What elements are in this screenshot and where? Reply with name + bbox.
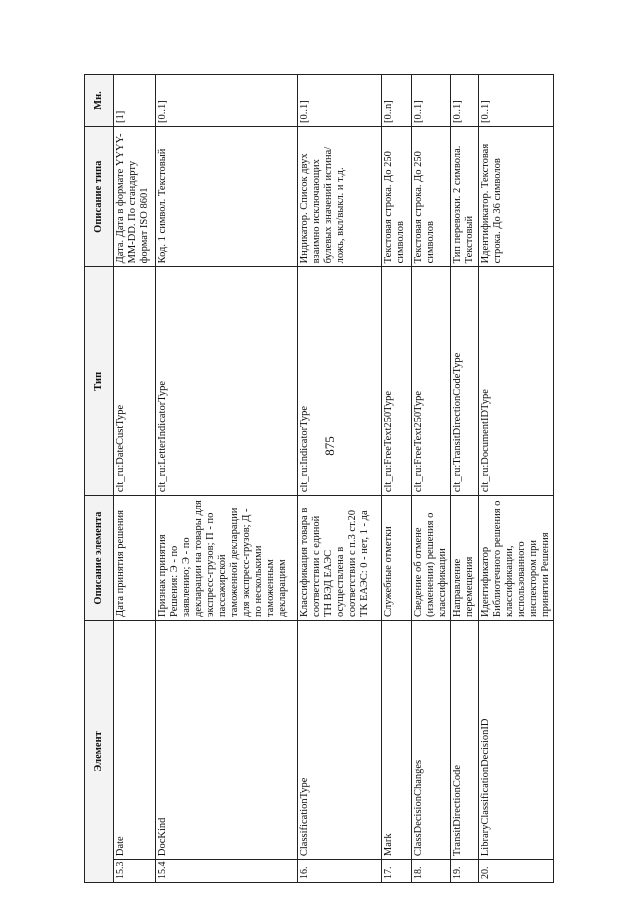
table-row — [412, 75, 451, 883]
type-description: Индикатор. Список двух взаимно исключающих булевых значений истина/ложь, вкл/выкл. и т.д. — [298, 127, 382, 267]
type-description: Текстовая строка. До 250 символов — [412, 127, 451, 267]
multiplicity: [0..1] — [451, 75, 479, 127]
type-description: Тип перевозки. 2 символа. Текстовый — [451, 127, 479, 267]
multiplicity: [0..1] — [479, 75, 554, 127]
element-description: Служебные отметки — [382, 496, 412, 621]
element-name: ClassDecisionChanges — [412, 620, 451, 859]
element-description: Идентификатор Библиотечного решения о классификации, использованного инспектором при принятии Решения — [479, 496, 554, 621]
row-number: 19. — [451, 860, 479, 883]
element-name: ClassificationType — [298, 620, 382, 859]
element-type: clt_ru:FreeText250Type — [412, 267, 451, 496]
table-row — [479, 75, 554, 883]
table-row — [298, 75, 382, 883]
element-type: clt_ru:DateCustType — [114, 267, 156, 496]
header-type: Тип — [85, 267, 114, 496]
type-description: Текстовая строка. До 250 символов — [382, 127, 412, 267]
rotated-table-container — [84, 74, 551, 883]
element-type: clt_ru:IndicatorType — [298, 267, 382, 496]
table-row — [114, 75, 156, 883]
row-number: 18. — [412, 860, 451, 883]
element-name: Date — [114, 620, 156, 859]
element-name: Mark — [382, 620, 412, 859]
multiplicity: [0..1] — [298, 75, 382, 127]
element-description: Сведение об отмене (изменении) решения о классификации — [412, 496, 451, 621]
header-multiplicity: Мн. — [85, 75, 114, 127]
specification-table — [84, 74, 554, 883]
element-name: LibraryClassificationDecisionID — [479, 620, 554, 859]
multiplicity: [1] — [114, 75, 156, 127]
header-type-description: Описание типа — [85, 127, 114, 267]
element-type: clt_ru:TransitDirectionCodeType — [451, 267, 479, 496]
type-description: Код. 1 символ. Текстовый — [156, 127, 298, 267]
row-number: 15.4 — [156, 860, 298, 883]
row-number: 16. — [298, 860, 382, 883]
row-number: 20. — [479, 860, 554, 883]
type-description: Дата. Дата в формате YYYY-MM-DD. По стандарту формат ISO 8601 — [114, 127, 156, 267]
multiplicity: [0..n] — [382, 75, 412, 127]
element-name: DocKind — [156, 620, 298, 859]
row-number: 17. — [382, 860, 412, 883]
element-name: TransitDirectionCode — [451, 620, 479, 859]
element-type: clt_ru:FreeText250Type — [382, 267, 412, 496]
multiplicity: [0..1] — [156, 75, 298, 127]
table-row — [382, 75, 412, 883]
header-element: Элемент — [85, 620, 114, 882]
multiplicity: [0..1] — [412, 75, 451, 127]
element-description: Дата принятия решения — [114, 496, 156, 621]
row-number: 15.3 — [114, 860, 156, 883]
header-row — [85, 75, 114, 883]
header-element-description: Описание элемента — [85, 496, 114, 621]
table-row — [156, 75, 298, 883]
element-type: clt_ru:LetterIndicatorType — [156, 267, 298, 496]
element-description: Классификация товара в соответствии с единой ТН ВЭД ЕАЭС осуществлена в соответствии с п.3 ст.20 ТК ЕАЭС: 0 - нет, 1 - да — [298, 496, 382, 621]
table-row — [451, 75, 479, 883]
page-number: 875 — [322, 436, 337, 456]
element-type: clt_ru:DocumentIDType — [479, 267, 554, 496]
element-description: Направление перемещения — [451, 496, 479, 621]
type-description: Идентификатор. Текстовая строка. До 36 символов — [479, 127, 554, 267]
element-description: Признак принятия Решения: Э - по заявлению; Э - по декларации на товары для экспресс-грузов; П - по пассажирской таможенной декларации для экспресс-грузов; Д - по несколькими таможенным декларациям — [156, 496, 298, 621]
